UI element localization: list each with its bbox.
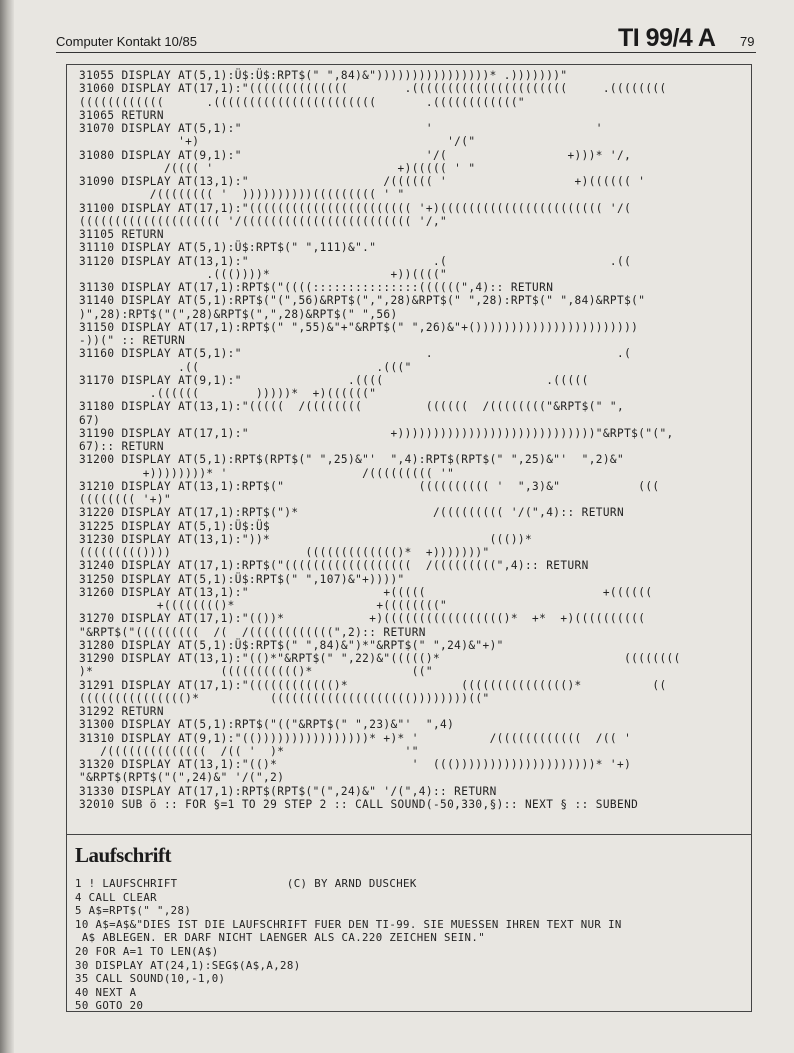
- code-line: 10 A$=A$&"DIES IST DIE LAUFSCHRIFT FUER DEN TI-99. SIE MUESSEN IHREN TEXT NUR IN: [75, 917, 622, 931]
- platform-title: TI 99/4 A: [618, 24, 716, 52]
- code-line: -))(" :: RETURN: [79, 334, 186, 347]
- code-line: 31130 DISPLAY AT(17,1):RPT$("((((:::::::::::::::((((((",4):: RETURN: [79, 281, 554, 294]
- code-line: 31260 DISPLAY AT(13,1):" +((((( +((((((: [79, 585, 653, 599]
- code-line: 31140 DISPLAY AT(5,1):RPT$("(",56)&RPT$(",",28)&RPT$(" ",28):RPT$(" ",84)&RPT$(": [79, 294, 646, 308]
- code-line: 67): [79, 413, 101, 427]
- code-line: 31070 DISPLAY AT(5,1):" ' ': [79, 122, 603, 135]
- code-line: 40 NEXT A: [75, 985, 137, 999]
- code-line: 50 GOTO 20: [75, 999, 144, 1013]
- code-line: /(((( ' +)((((( ' ": [79, 161, 476, 175]
- code-line: 31290 DISPLAY AT(13,1):"(()*"&RPT$(" ",22)&"((((()* ((((((((: [79, 652, 681, 665]
- main-listing-box: [66, 64, 752, 853]
- code-line: 20 FOR A=1 TO LEN(A$): [75, 944, 219, 958]
- code-line: 31320 DISPLAY AT(13,1):"(()* ' ((())))))))))))))))))))* '+): [79, 758, 632, 771]
- laufschrift-title: Laufschrift: [75, 843, 171, 867]
- code-line: '+) '/(": [79, 135, 476, 149]
- code-line: /(((((((( ' ))))))))))((((((((( ' ": [79, 188, 405, 202]
- code-line: 5 A$=RPT$(" ",28): [75, 904, 192, 918]
- code-line: 31120 DISPLAY AT(13,1):" .( .((: [79, 254, 632, 268]
- code-line: +(((((((()* +((((((((": [79, 599, 448, 612]
- code-line: 31180 DISPLAY AT(13,1):"((((( /(((((((( (((((( /(((((((("&RPT$(" ",: [79, 400, 625, 414]
- code-line: 31100 DISPLAY AT(17,1):"((((((((((((((((((((((( '+)((((((((((((((((((((((( '/(: [79, 201, 632, 215]
- main-listing-code: [79, 69, 747, 811]
- code-line: "&RPT$(RPT$("(",24)&" '/(",2): [79, 771, 285, 785]
- laufschrift-box: [66, 834, 752, 1012]
- code-line: 31291 DISPLAY AT(17,1):"(((((((((((()* ((((((((((((((()* ((: [79, 678, 667, 692]
- code-line: 32010 SUB ö :: FOR §=1 TO 29 STEP 2 :: CALL SOUND(-50,330,§):: NEXT § :: SUBEND: [79, 797, 639, 811]
- code-line: 31240 DISPLAY AT(17,1):RPT$("(((((((((((((((((( /(((((((((",4):: RETURN: [79, 559, 589, 573]
- code-line: (((((((((((((((((((( '/(((((((((((((((((((((((( '/,": [79, 214, 448, 228]
- code-line: .(((((( )))))* +)((((((": [79, 387, 377, 400]
- code-line: 31225 DISPLAY AT(5,1):Ü$:Ü$: [79, 519, 271, 533]
- code-line: 31230 DISPLAY AT(13,1):"))* ((())*: [79, 532, 533, 546]
- code-line: 31220 DISPLAY AT(17,1):RPT$(")* /((((((((( '/(",4):: RETURN: [79, 506, 625, 520]
- code-line: 31250 DISPLAY AT(5,1):Ü$:RPT$(" ",107)&"+))))": [79, 572, 405, 586]
- code-line: )",28):RPT$("(",28)&RPT$(",",28)&RPT$(" ",56): [79, 307, 398, 321]
- code-line: 31105 RETURN: [79, 228, 164, 241]
- code-line: +))))))))* ' /((((((((( '": [79, 466, 455, 480]
- code-line: 31210 DISPLAY AT(13,1):RPT$(" (((((((((( ' ",3)&" (((: [79, 479, 660, 493]
- code-line: .((())))* +))((((": [79, 267, 448, 281]
- code-line: 31065 RETURN: [79, 108, 164, 122]
- code-line: 67):: RETURN: [79, 440, 164, 453]
- magazine-issue: Computer Kontakt 10/85: [56, 34, 197, 49]
- code-line: A$ ABLEGEN. ER DARF NICHT LAENGER ALS CA.220 ZEICHEN SEIN.": [75, 931, 486, 945]
- code-line: (((((((((((( .((((((((((((((((((((((( .((((((((((((": [79, 95, 525, 109]
- code-line: 31060 DISPLAY AT(17,1):"(((((((((((((( .(((((((((((((((((((((( .((((((((: [79, 82, 667, 96]
- code-line: (((((((( '+)": [79, 493, 172, 506]
- code-line: 31200 DISPLAY AT(5,1):RPT$(RPT$(" ",25)&"' ",4):RPT$(RPT$(" ",25)&"' ",2)&": [79, 453, 625, 467]
- code-line: 31330 DISPLAY AT(17,1):RPT$(RPT$("(",24)&" '/(",4):: RETURN: [79, 784, 497, 798]
- code-line: 4 CALL CLEAR: [75, 890, 158, 904]
- page-spine-shadow: [0, 0, 14, 1053]
- page-number: 79: [740, 34, 755, 49]
- code-line: ((((((((()))) ((((((((((((()* +)))))))": [79, 546, 490, 559]
- code-line: /(((((((((((((( /(( ' )* '": [79, 744, 419, 758]
- code-line: 30 DISPLAY AT(24,1):SEG$(A$,A,28): [75, 958, 301, 972]
- code-line: 31280 DISPLAY AT(5,1):Ü$:RPT$(" ",84)&")*"&RPT$(" ",24)&"+)": [79, 638, 504, 652]
- code-line: 35 CALL SOUND(10,-1,0): [75, 972, 226, 986]
- code-line: 31090 DISPLAY AT(13,1):" /(((((( ' +)(((((( ': [79, 175, 646, 188]
- code-line: 31160 DISPLAY AT(5,1):" . .(: [79, 347, 632, 361]
- code-line: 31310 DISPLAY AT(9,1):"(())))))))))))))))* +)* ' /(((((((((((( /(( ': [79, 731, 632, 745]
- code-line: 31080 DISPLAY AT(9,1):" '/( +)))* '/,: [79, 148, 632, 162]
- code-line: 31170 DISPLAY AT(9,1):" .(((( .(((((: [79, 373, 589, 387]
- code-line: 1 ! LAUFSCHRIFT (C) BY ARND DUSCHEK: [75, 877, 417, 890]
- code-line: ((((((((((((((()* (((((((((((((((((((())))))))((": [79, 691, 490, 705]
- code-line: .(( .(((": [79, 360, 412, 374]
- code-line: "&RPT$("((((((((( /( /((((((((((((",2):: RETURN: [79, 625, 426, 639]
- code-line: )* ((((((((((()* ((": [79, 665, 433, 679]
- code-line: 31110 DISPLAY AT(5,1):Ü$:RPT$(" ",111)&".": [79, 241, 377, 255]
- code-line: 31190 DISPLAY AT(17,1):" +))))))))))))))))))))))))))))"&RPT$("(",: [79, 426, 674, 440]
- code-line: 31292 RETURN: [79, 705, 164, 718]
- code-line: 31055 DISPLAY AT(5,1):Ü$:Ü$:RPT$(" ",84)&"))))))))))))))))* .)))))))": [79, 69, 568, 82]
- code-line: 31150 DISPLAY AT(17,1):RPT$(" ",55)&"+"&RPT$(" ",26)&"+())))))))))))))))))))))): [79, 320, 639, 334]
- page-header: [56, 26, 756, 53]
- laufschrift-code: [75, 877, 743, 1013]
- code-line: 31300 DISPLAY AT(5,1):RPT$("(("&RPT$(" ",23)&"' ",4): [79, 718, 455, 732]
- code-line: 31270 DISPLAY AT(17,1):"(())* +)((((((((((((((((()* +* +)((((((((((: [79, 612, 646, 626]
